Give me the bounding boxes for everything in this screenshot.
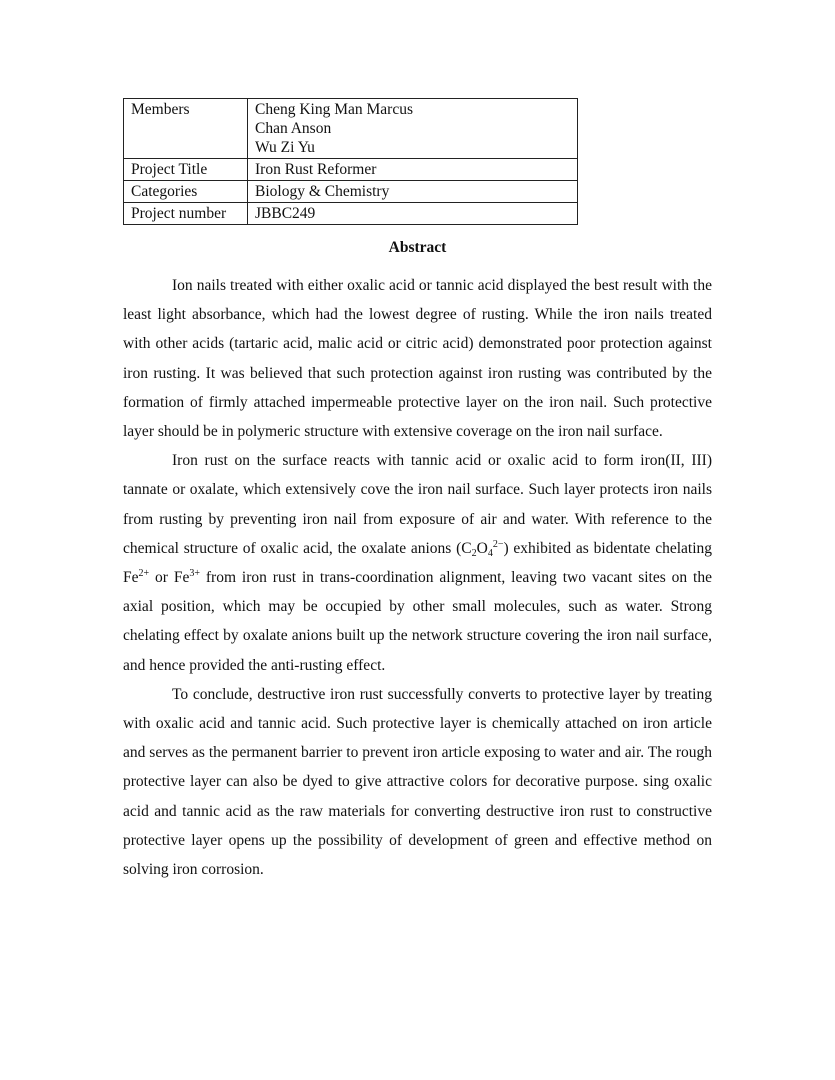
member-name: Cheng King Man Marcus — [255, 101, 413, 118]
member-name: Chan Anson — [255, 120, 332, 137]
paragraph-text: ) exhibited as bidentate chelating Fe — [123, 539, 712, 587]
subscript: 2 — [471, 547, 477, 559]
paragraph-text: O — [476, 539, 488, 557]
superscript: 2+ — [138, 568, 150, 580]
project-number-label: Project number — [124, 203, 248, 225]
table-row-project-title — [124, 159, 578, 181]
paragraph-text: from iron rust in trans-coordination alignment, leaving two vacant sites on the axial position, which may be occupied by other small molecules, such as water. Strong chelating effect by oxalate anions built up the network structure covering the iron nail surface, and hence provided the anti-rusting effect. — [123, 569, 712, 674]
abstract-heading: Abstract — [388, 239, 447, 256]
abstract-paragraph-3: To conclude, destructive iron rust successfully converts to protective layer by treating with oxalic acid and tannic acid. Such protective layer is chemically attached on iron article and serves as the permanent barrier to prevent iron article exposing to water and air. The rough protective layer can also be dyed to give attractive colors for decorative purpose. sing oxalic acid and tannic acid as the raw materials for converting destructive iron rust to constructive protective layer opens up the possibility of development of green and effective method on solving iron corrosion. — [123, 685, 712, 879]
table-row-categories — [124, 181, 578, 203]
superscript: 3+ — [189, 568, 200, 580]
member-name: Wu Zi Yu — [255, 139, 315, 156]
paragraph-text: or Fe — [149, 569, 190, 587]
superscript: 2− — [492, 538, 504, 550]
members-label: Members — [124, 99, 248, 159]
members-value — [248, 99, 578, 159]
abstract-body — [123, 271, 712, 884]
abstract-paragraph-1: Ion nails treated with either oxalic acid or tannic acid displayed the best result with the least light absorbance, which had the lowest degree of rusting. While the iron nails treated with other acids (tartaric acid, malic acid or citric acid) demonstrated poor protection against iron rusting. It was believed that such protection against iron rusting was contributed by the formation of firmly attached impermeable protective layer on the iron nail. Such protective layer should be in polymeric structure with extensive coverage on the iron nail surface. — [123, 277, 712, 441]
categories-label: Categories — [124, 181, 248, 203]
project-number-value: JBBC249 — [248, 203, 578, 225]
project-title-label: Project Title — [124, 159, 248, 181]
abstract-paragraph-2 — [123, 446, 712, 680]
subscript: 4 — [487, 547, 493, 559]
table-row-members — [124, 99, 578, 159]
paragraph-text: Iron rust on the surface reacts with tannic acid or oxalic acid to form iron(II, III) tannate or oxalate, which extensively cove the iron nail surface. Such layer protects iron nails from rusting by preventing iron nail from exposure of air and water. With reference to the chemical structure of oxalic acid, the oxalate anions (C — [123, 452, 712, 557]
categories-value: Biology & Chemistry — [248, 181, 578, 203]
project-title-value: Iron Rust Reformer — [248, 159, 578, 181]
project-info-table — [123, 98, 578, 225]
table-row-project-number — [124, 203, 578, 225]
